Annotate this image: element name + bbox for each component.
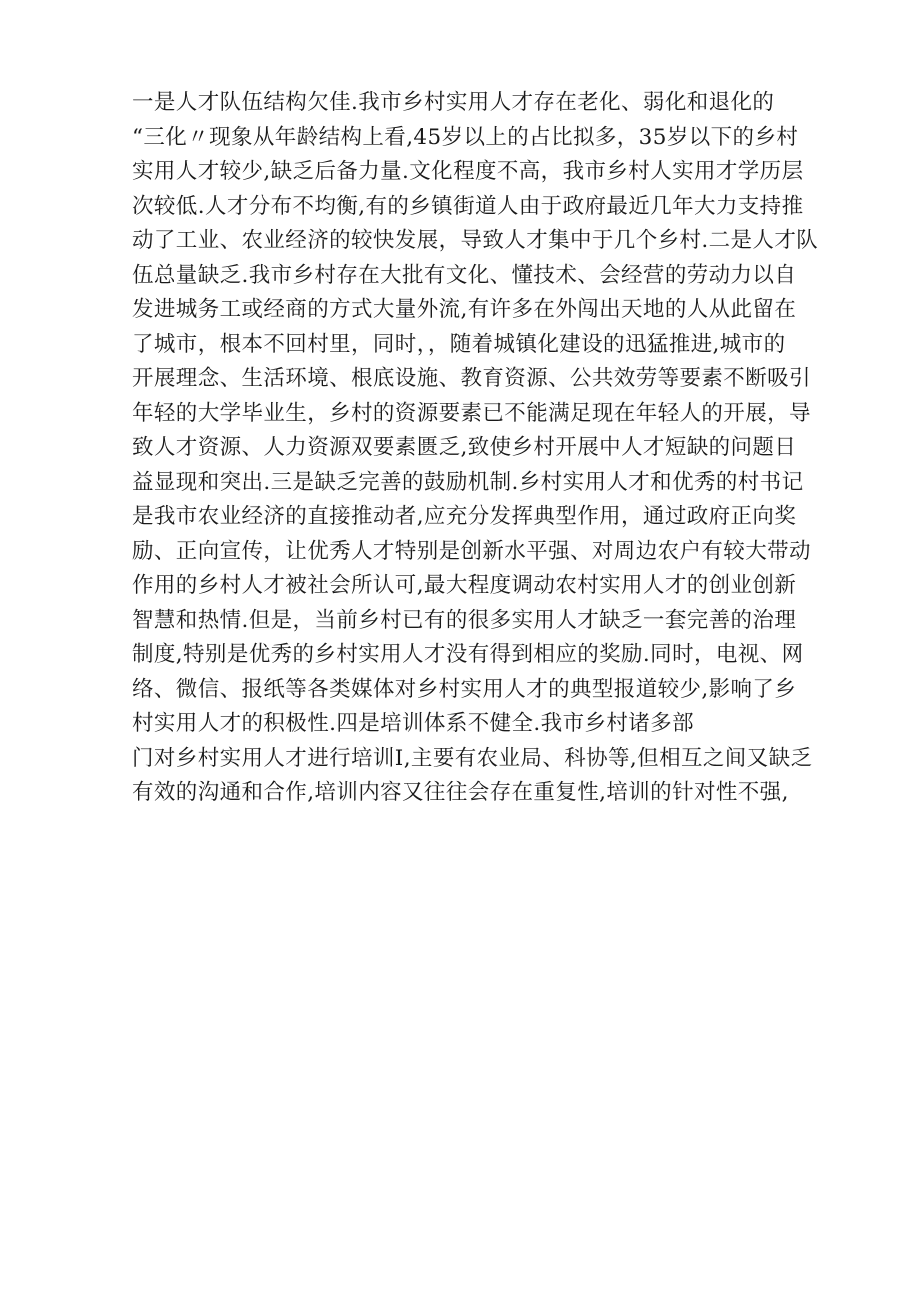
text-line-2: “三化〃现象从年龄结构上看,45岁以上的占比拟多，35岁以下的乡村 [132,124,799,150]
text-line-10: 年轻的大学毕业生，乡村的资源要素已不能满足现在年轻人的开展，导 [132,400,811,426]
text-line-3: 实用人才较少,缺乏后备力量.文化程度不高，我市乡村人实用才学历层 [132,159,804,184]
text-line-13: 是我市农业经济的直接推动者,应充分发挥典型作用，通过政府正向奖 [132,504,797,529]
text-line-16: 智慧和热情.但是，当前乡村已有的很多实用人才缺乏一套完善的治理 [132,607,797,633]
body-paragraph [132,86,822,811]
text-line-15: 作用的乡村人才被社会所认可,最大程度调动农村实用人才的创业创新 [132,573,797,598]
text-line-11: 致人才资源、人力资源双要素匮乏,致使乡村开展中人才短缺的问题日 [132,435,797,460]
text-line-8: 了城市，根本不回村里，同时，，随着城镇化建设的迅猛推进,城市的 [132,331,786,357]
text-line-4: 次较低.人才分布不均衡,有的乡镇街道人由于政府最近几年大力支持推 [132,193,804,219]
text-line-21: 有效的沟通和合作,培训内容又往往会存在重复性,培训的针对性不强, [132,780,789,805]
text-line-14: 励、正向宣传，让优秀人才特别是创新水平强、对周边农户有较大带动 [132,538,811,564]
text-line-5: 动了工业、农业经济的较快发展，导致人才集中于几个乡村.二是人才队 [132,228,819,253]
text-line-1: 一是人才队伍结构欠佳.我市乡村实用人才存在老化、弱化和退化的 [132,90,775,115]
text-line-20: 门对乡村实用人才进行培训I,主要有农业局、科协等,但相互之间又缺乏 [132,745,813,771]
text-line-6: 伍总量缺乏.我市乡村存在大批有文化、懂技术、会经营的劳动力以自 [132,262,797,288]
text-line-12: 益显现和突出.三是缺乏完善的鼓励机制.乡村实用人才和优秀的村书记 [132,469,804,495]
text-line-17: 制度,特别是优秀的乡村实用人才没有得到相应的奖励.同时，电视、网 [132,642,804,667]
text-line-7: 发进城务工或经商的方式大量外流,有许多在外闯出天地的人从此留在 [132,297,797,322]
text-line-18: 络、微信、报纸等各类媒体对乡村实用人才的典型报道较少,影响了乡 [132,676,797,702]
text-line-9: 开展理念、生活环境、根底设施、教育资源、公共效劳等要素不断吸引 [132,366,811,391]
text-line-19: 村实用人才的积极性.四是培训体系不健全.我市乡村诸多部 [132,711,694,736]
